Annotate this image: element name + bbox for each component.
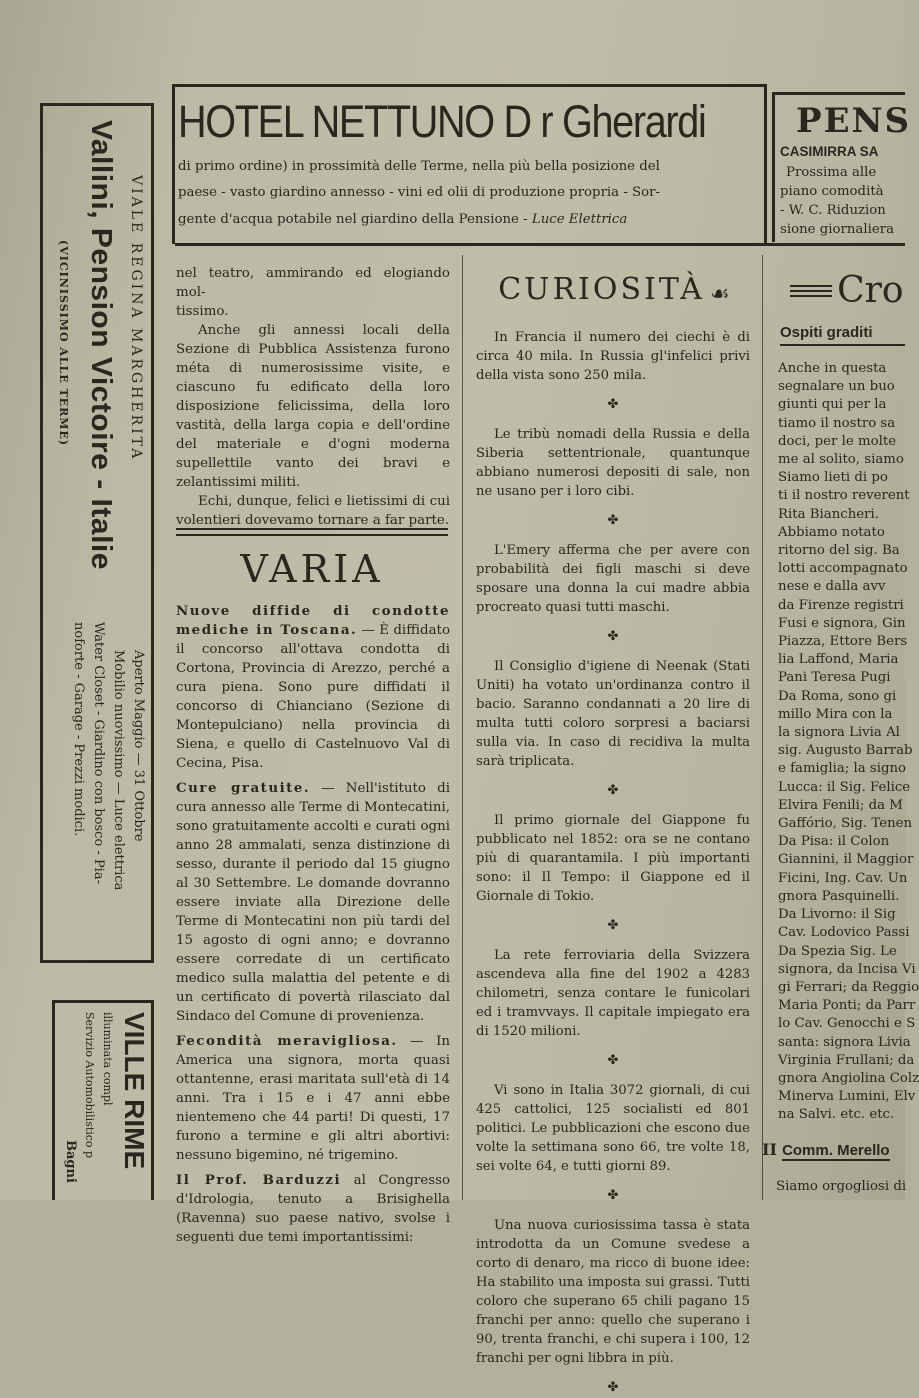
cronaca-line: signora, da Incisa Vi: [778, 961, 916, 977]
top-ad-line-3-text: gente d'acqua potabile nel giardino della Pensione -: [178, 212, 532, 227]
separator-ornament-icon: ✤: [607, 513, 619, 528]
left-ad-border-left: [40, 103, 43, 963]
cronaca-line: santa: signora Livia: [778, 1034, 911, 1050]
left-ad-border-bottom: [40, 960, 154, 963]
cronaca-line: Da Roma, sono gi: [778, 688, 897, 704]
cronaca-line: na Salvi. etc. etc.: [778, 1107, 895, 1123]
curiosita-paragraph-6: La rete ferroviaria della Svizzera ascendeva alla fine del 1902 a 4283 chilometri, senza contare le funicolari ed i tramvvays. Il capitale impiegato era di 1520 milioni.: [476, 948, 750, 1039]
right-ad-border-left: [772, 92, 775, 242]
right-ad-line-2: piano comodità: [780, 184, 884, 199]
cronaca-line: Da Pisa: il Colon: [778, 834, 890, 850]
cronaca-line: Lucca: il Sig. Felice: [778, 779, 911, 795]
column-rule-1: [462, 255, 463, 1200]
cronaca-line: ritorno del sig. Ba: [778, 543, 900, 559]
cronaca-line: doci, per le molte: [778, 433, 897, 449]
varia-item-2-text: — Nell'istituto di cura annesso alle Terme di Montecatini, sono gratuitamente accolti e curati ogni anno 28 ammalati, senza distinzione di sesso, durante il periodo dal 15 giugno al 30 Settembre. Le domande dovranno essere inviate alla Direzione delle Terme di Montecatini non più tardi del 15 agosto di ogni anno; e dovranno essere corredate di un certificato medico sulla malattia del petente e di un certificato di povertà rilasciato dal Sindaco del Comune di provenienza.: [176, 781, 450, 1024]
varia-item-1-head: Nuove diffide di condotte mediche in Toscana.: [176, 603, 450, 638]
cronaca-line: Siamo lieti di po: [778, 470, 888, 486]
cronaca-title-row: [790, 266, 905, 316]
varia-item-3: [176, 1032, 450, 1165]
separator-ornament-icon: ✤: [607, 629, 619, 644]
curiosita-paragraph-8: Una nuova curiosissima tassa è stata introdotta da un Comune svedese a corto di denaro, ma ricco di buone idee: Ha stabilito una imposta sui grassi. Tutti coloro che superano 65 chili pagano 15 franchi per anno: quello che superano i 90, trenta franchi, e chi supera i 100, 12 franchi per ogni libbra in più.: [476, 1218, 750, 1366]
cronaca-title: Cro: [837, 270, 904, 311]
cronaca-line: Rita Biancheri.: [778, 506, 879, 522]
left-ad-feature-line-2: Water Closet - Giardino con bosco - Pia-: [91, 622, 106, 884]
cronaca-line: Pani Teresa Pugi: [778, 670, 891, 686]
col1-top-paragraph-1: Anche gli annessi locali della Sezione di Pubblica Assistenza furono méta di numerosissime visite, e ciascuno fu edificato della loro disposizione felicissima, della loro vastità, della larga copia e dell'ordine del materiale e d'ogni moderna supellettile vanto dei bravi e zelantissimi militi.: [176, 323, 450, 490]
right-ad-line-1: Prossima alle: [786, 165, 877, 180]
top-ad-line-2: paese - vasto giardino annesso - vini ed olii di produzione propria - Sor-: [178, 185, 661, 200]
cronaca-line: ti il nostro reverent: [778, 488, 910, 504]
cronaca-subhead: Ospiti graditi: [780, 322, 905, 346]
top-ad-border-top: [172, 84, 767, 87]
varia-item-1: [176, 602, 450, 773]
left-ad-address: VIALE REGINA MARGHERITA: [128, 175, 144, 462]
varia-item-2-head: Cure gratuite.: [176, 780, 311, 796]
cronaca-subhead-2: Comm. Merello: [782, 1142, 890, 1159]
separator-ornament-icon: ✤: [607, 783, 619, 798]
varia-item-2: [176, 779, 450, 1026]
curiosita-title: [474, 268, 754, 312]
cronaca-line: gnora Angiolina Colz: [778, 1070, 919, 1086]
right-ad-border-top: [772, 92, 905, 95]
top-ad-light-label: Luce Elettrica: [531, 212, 628, 227]
left-ad-note: (VICINISSIMO ALLE TERME): [57, 240, 70, 447]
separator-ornament-icon: ✤: [607, 918, 619, 933]
cronaca-line: Da Livorno: il Sig: [778, 907, 896, 923]
varia-item-4-text: al Congresso d'Idrologia, tenuto a Brisighella (Ravenna) suo paese nativo, svolse i seguenti due temi importantissimi:: [176, 1173, 450, 1245]
cronaca-line: giunti qui per la: [778, 397, 887, 413]
column-rule-2: [762, 255, 763, 1200]
cronaca-line: Da Spezia Sig. Le: [778, 943, 897, 959]
cronaca-line: da Firenze registri: [778, 597, 904, 613]
varia-title: VARIA: [240, 547, 384, 591]
fleuron-icon: ☙: [710, 282, 730, 307]
col1-top-text: [176, 264, 450, 528]
right-ad-title: PENS: [796, 101, 912, 141]
curiosita-paragraph-4: Il Consiglio d'igiene di Neenak (Stati Uniti) ha votato un'ordinanza contro il bacio. Saranno condannati a 20 lire di multa tutti coloro sorpresi a baciarsi sulla via. In caso di recidiva la multa sarà triplicata.: [476, 659, 750, 769]
cronaca-line: la signora Livia Al: [778, 725, 900, 741]
cronaca-line: e famiglia; la signo: [778, 761, 907, 777]
separator-ornament-icon: ✤: [607, 1188, 619, 1203]
left-bottom-ad-border-top: [52, 1000, 154, 1003]
cronaca-line: Abbiamo notato: [778, 524, 885, 540]
cronaca-line: lotti accompagnato: [778, 561, 908, 577]
left-bottom-ad-line-3: Bagni: [63, 1140, 78, 1183]
cronaca-line: millo Mira con la: [778, 706, 893, 722]
curiosita-body: [476, 328, 750, 1395]
curiosita-paragraph-3: L'Emery afferma che per avere con probabilità dei figli maschi si deve sposare una donna la cui madre abbia procreato quasi tutti maschi.: [476, 543, 750, 615]
cronaca-line: Anche in questa: [778, 361, 887, 376]
left-bottom-ad-line-1: illuminata compl: [101, 1012, 114, 1106]
right-ad-subtitle: CASIMIRRA SA: [780, 144, 879, 159]
separator-ornament-icon: ✤: [607, 1053, 619, 1068]
top-ad-border-left: [172, 84, 175, 244]
header-divider: [175, 243, 905, 246]
cronaca-line: sig. Augusto Barrab: [778, 743, 913, 759]
curiosita-title-text: CURIOSITÀ: [498, 272, 705, 307]
top-ad-line-3: [178, 210, 763, 230]
varia-item-4-head: Il Prof. Barduzzi: [176, 1172, 342, 1188]
cronaca-body: [778, 360, 919, 1130]
varia-rule-bottom: [176, 534, 448, 536]
cronaca-line: gi Ferrari; da Reggio: [778, 979, 919, 995]
left-bottom-ad-border-right: [151, 1000, 154, 1200]
cronaca-line: segnalare un buo: [778, 379, 895, 395]
varia-body: [176, 602, 450, 1245]
left-ad-hotel-name: Vallini, Pension Victoire - Italie: [85, 120, 117, 570]
top-ad-border-right: [764, 84, 767, 244]
cronaca-line: nese e dalla avv: [778, 579, 886, 595]
top-ad-line-1: di primo ordine) in prossimità delle Terme, nella più bella posizione del: [178, 159, 660, 174]
col1-top-paragraph-2: Echi, dunque, felici e lietissimi di cui volentieri dovevamo tornare a far parte.: [176, 494, 450, 528]
left-ad-border-right: [151, 103, 154, 963]
triple-rule-icon: [790, 282, 832, 300]
cronaca-line: Fusi e signora, Gin: [778, 615, 906, 631]
cronaca-line: Minerva Lumini, Elv: [778, 1089, 916, 1105]
left-bottom-ad-line-2: Servizio Automobilistico p: [83, 1012, 96, 1159]
cronaca-line: Giannini, il Maggior: [778, 852, 914, 868]
left-bottom-ad-border-left: [52, 1000, 55, 1200]
varia-item-4: [176, 1171, 450, 1247]
varia-item-3-text: — In America una signora, morta quasi ottantenne, erasi maritata sull'età di 14 anni. Tra i 15 e i 47 anni ebbe nientemeno che 44 parti! Di questi, 17 furono a termine e gli altri abortivi: nessuno bigemino, né trigemino.: [176, 1034, 450, 1163]
left-ad-feature-line-1: Mobilio nuovissimo — Luce elettrica: [111, 650, 126, 891]
cronaca-line: Elvira Fenili; da M: [778, 797, 903, 813]
cronaca-line: Piazza, Ettore Bers: [778, 634, 908, 650]
curiosita-paragraph-1: In Francia il numero dei ciechi è di circa 40 mila. In Russia gl'infelici privi della vista sono 250 mila.: [476, 330, 750, 383]
cronaca-line: tiamo il nostro sa: [778, 415, 896, 431]
curiosita-paragraph-2: Le tribù nomadi della Russia e della Siberia settentrionale, quantunque abbiano numerosi depositi di sale, non ne usano per i loro cibi.: [476, 427, 750, 499]
top-ad-title: HOTEL NETTUNO D r Gherardi: [178, 96, 706, 147]
separator-ornament-icon: ✤: [607, 1380, 619, 1395]
roman-numeral-label: II: [762, 1140, 777, 1159]
cronaca-line: Ficini, Ing. Cav. Un: [778, 870, 908, 886]
cronaca-tail: Siamo orgogliosi di: [776, 1179, 907, 1194]
col1-top-line-1: nel teatro, ammirando ed elogiando mol-: [176, 266, 450, 300]
cronaca-line: Virginia Frullani; da: [778, 1052, 915, 1068]
cronaca-line: me al solito, siamo: [778, 452, 904, 468]
varia-rule-top: [176, 528, 448, 530]
left-ad-open-line: Aperto Maggio — 31 Ottobre: [131, 650, 146, 842]
cronaca-line: Gaffório, Sig. Tenen: [778, 816, 913, 832]
separator-ornament-icon: ✤: [607, 397, 619, 412]
left-bottom-ad-title: VILLE RIME: [119, 1012, 150, 1170]
cronaca-line: Maria Ponti; da Parr: [778, 998, 916, 1014]
right-ad-line-3: - W. C. Riduzion: [780, 203, 886, 218]
curiosita-paragraph-7: Vi sono in Italia 3072 giornali, di cui 425 cattolici, 125 socialisti ed 801 politici. Le pubblicazioni che escono due volte la settimana sono 66, tre volte 18, sei volte 64, e tutti giorni 89.: [476, 1083, 750, 1174]
cronaca-line: gnora Pasquinelli.: [778, 888, 900, 904]
col1-top-line-2: tissimo.: [176, 304, 229, 319]
right-ad-line-4: sione giornaliera: [780, 222, 895, 237]
cronaca-line: Cav. Lodovico Passi: [778, 925, 910, 941]
left-ad-feature-line-3: noforte - Garage - Prezzi modici.: [71, 622, 86, 837]
left-ad-border-top: [40, 103, 154, 106]
cronaca-line: lia Laffond, Maria: [778, 652, 899, 668]
cronaca-subhead-2-row: [762, 1140, 905, 1164]
varia-item-3-head: Fecondità meravigliosa.: [176, 1033, 398, 1049]
curiosita-paragraph-5: Il primo giornale del Giappone fu pubblicato nel 1852: ora se ne contano più di quarantamila. I più importanti sono: il Il Tempo: il Giappone ed il Giornale di Tokio.: [476, 813, 750, 904]
varia-item-1-text: — È diffidato il concorso all'ottava condotta di Cortona, Provincia di Arezzo, perché a cura piena. Sono pure diffidati il concorso di Chianciano (Sezione di Montepulciano) nella provincia di Siena, e quello di Castelnuovo Val di Cecina, Pisa.: [176, 623, 450, 771]
cronaca-line: lo Cav. Genocchi e S: [778, 1016, 916, 1032]
